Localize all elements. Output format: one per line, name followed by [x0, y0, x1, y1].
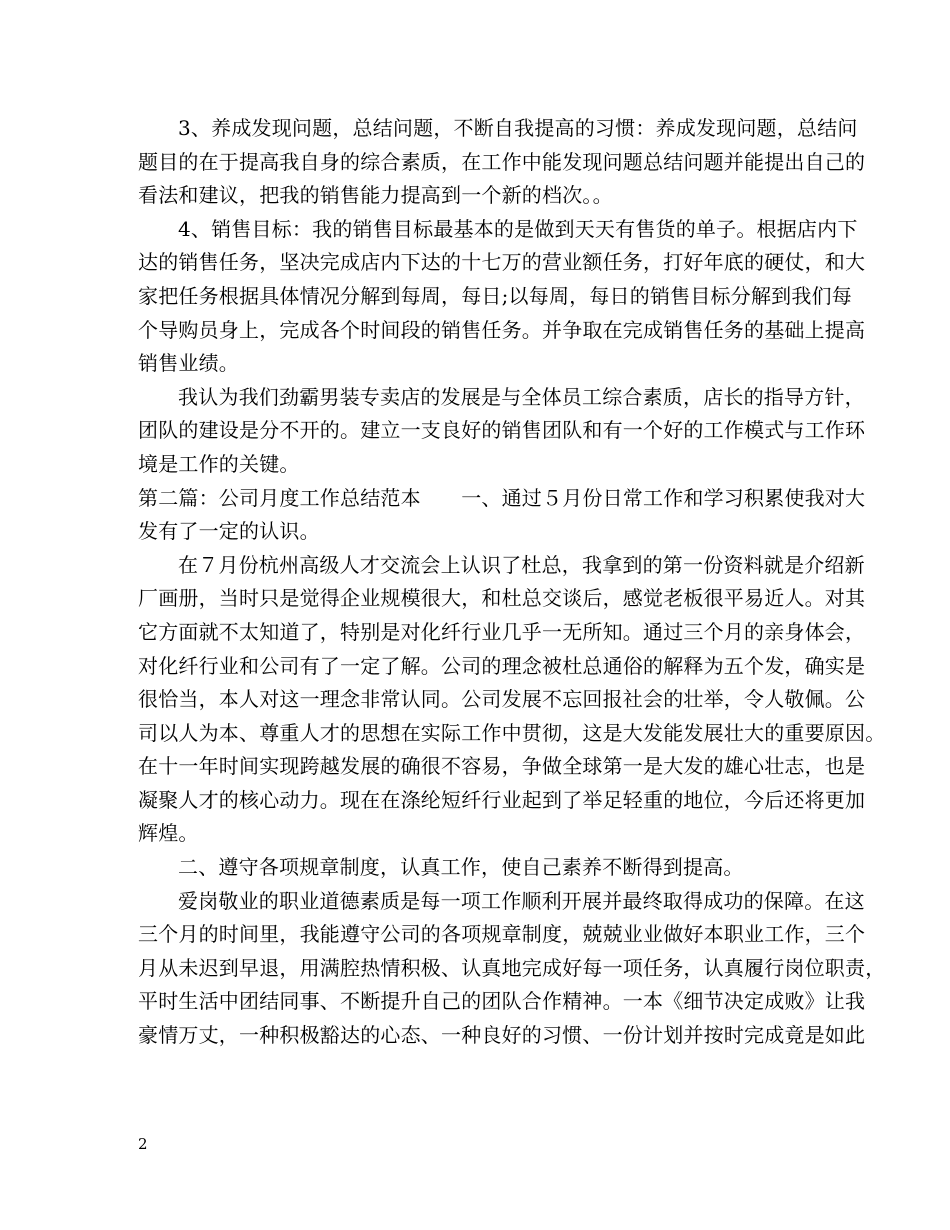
text-line: 月从未迟到早退，用满腔热情积极、认真地完成好每一项任务，认真履行岗位职责， — [138, 955, 886, 980]
text-line: 3、养成发现问题，总结问题，不断自我提高的习惯：养成发现问题，总结问 — [178, 116, 858, 140]
text-line: 题目的在于提高我自身的综合素质，在工作中能发现问题总结问题并能提出自己的 — [138, 149, 866, 174]
text-line: 个导购员身上，完成各个时间段的销售任务。并争取在完成销售任务的基础上提高 — [138, 317, 866, 342]
text-line: 家把任务根据具体情况分解到每周，每日;以每周，每日的销售目标分解到我们每 — [138, 283, 852, 308]
section-heading-line: 第二篇：公司月度工作总结范本 一、通过５月份日常工作和学习积累使我对大 — [138, 485, 866, 510]
text-line: 它方面就不太知道了，特别是对化纤行业几乎一无所知。通过三个月的亲身体会， — [138, 619, 866, 644]
text-line: 在十一年时间实现跨越发展的确很不容易，争做全球第一是大发的雄心壮志，也是 — [138, 754, 866, 779]
text-line: 团队的建设是分不开的。建立一支良好的销售团队和有一个好的工作模式与工作环 — [138, 418, 866, 443]
page-number: 2 — [138, 1135, 148, 1153]
text-line: 二、遵守各项规章制度，认真工作，使自己素养不断得到提高。 — [178, 855, 744, 880]
text-line: 厂画册，当时只是觉得企业规模很大，和杜总交谈后，感觉老板很平易近人。对其 — [138, 586, 866, 611]
text-line: 很恰当，本人对这一理念非常认同。公司发展不忘回报社会的壮举，令人敬佩。公 — [138, 687, 866, 712]
text-line: 三个月的时间里，我能遵守公司的各项规章制度，兢兢业业做好本职业工作，三个 — [138, 922, 866, 947]
text-line: 凝聚人才的核心动力。现在在涤纶短纤行业起到了举足轻重的地位，今后还将更加 — [138, 787, 866, 812]
text-line: 我认为我们劲霸男装专卖店的发展是与全体员工综合素质，店长的指导方针， — [178, 384, 865, 409]
text-line: 境是工作的关键。 — [138, 451, 300, 476]
text-line: 司以人为本、尊重人才的思想在实际工作中贯彻，这是大发能发展壮大的重要原因。 — [138, 720, 886, 745]
text-line: 爱岗敬业的职业道德素质是每一项工作顺利开展并最终取得成功的保障。在这 — [178, 888, 865, 913]
text-line: 发有了一定的认识。 — [138, 519, 320, 544]
text-line: 在７月份杭州高级人才交流会上认识了杜总，我拿到的第一份资料就是介绍新 — [178, 552, 865, 577]
document-body — [138, 112, 886, 1053]
text-line: 平时生活中团结同事、不断提升自己的团队合作精神。一本《细节决定成败》让我 — [138, 989, 866, 1014]
text-line: 达的销售任务，坚决完成店内下达的十七万的营业额任务，打好年底的硬仗，和大 — [138, 250, 866, 275]
text-line: 销售业绩。 — [138, 351, 239, 376]
text-line: 辉煌。 — [138, 821, 199, 846]
text-line: 对化纤行业和公司有了一定了解。公司的理念被杜总通俗的解释为五个发，确实是 — [138, 653, 866, 678]
text-line: 4、销售目标：我的销售目标最基本的是做到天天有售货的单子。根据店内下 — [178, 216, 858, 241]
text-line: 豪情万丈，一种积极豁达的心态、一种良好的习惯、一份计划并按时完成竟是如此 — [138, 1023, 866, 1048]
text-line: 看法和建议，把我的销售能力提高到一个新的档次。。 — [138, 183, 613, 208]
